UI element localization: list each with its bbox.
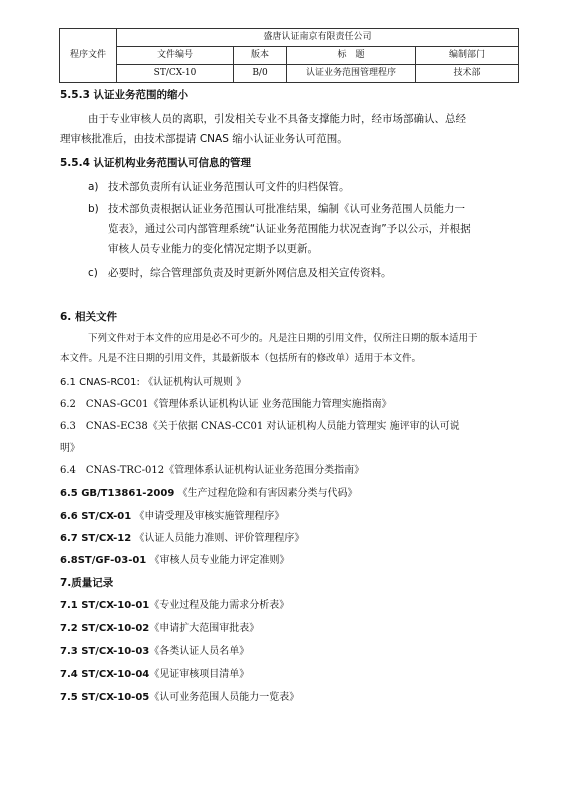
reference-item-continuation — [60, 442, 80, 456]
reference-item — [60, 398, 392, 412]
title-value: 认证业务范围管理程序 — [287, 65, 416, 83]
reference-title: 明》 — [60, 443, 80, 454]
record-item — [60, 668, 249, 682]
section-6-intro-line: 本文件。凡是不注日期的引用文件，其最新版本（包括所有的修改单）适用于本文件。 — [60, 353, 422, 364]
col-label-title: 标 题 — [287, 47, 416, 65]
record-title: 《认可业务范围人员能力一览表》 — [149, 692, 300, 703]
company-name: 盛唐认证南京有限责任公司 — [117, 29, 519, 47]
record-number: 7.2 ST/CX-10-02 — [60, 623, 150, 634]
section-7-heading: 7.质量记录 — [60, 577, 114, 589]
col-label-version: 版本 — [234, 47, 287, 65]
section-553-heading: 5.5.3 认证业务范围的缩小 — [60, 89, 189, 101]
record-title: 《申请扩大范围审批表》 — [149, 623, 260, 634]
record-number: 7.3 ST/CX-10-03 — [60, 646, 150, 657]
record-title: 《专业过程及能力需求分析表》 — [149, 600, 290, 611]
document-header-table — [59, 28, 519, 83]
reference-number: 6.3 CNAS-EC38 — [60, 421, 148, 432]
reference-item — [60, 554, 289, 568]
reference-item — [60, 487, 357, 501]
reference-item — [60, 510, 284, 524]
record-item — [60, 645, 249, 659]
list-item-text: 必要时，综合管理部负责及时更新外网信息及相关宣传资料。 — [108, 267, 392, 279]
record-item — [60, 599, 289, 613]
reference-number: 6.1 CNAS-RC01: — [60, 377, 140, 388]
section-554-heading: 5.5.4 认证机构业务范围认可信息的管理 — [60, 157, 252, 169]
reference-title: 《申请受理及审核实施管理程序》 — [134, 511, 285, 522]
section-553-line: 理审核批准后，由技术部提请 CNAS 缩小认证业务认可范围。 — [60, 133, 348, 145]
section-553-line: 由于专业审核人员的离职，引发相关专业不具备支撑能力时，经市场部确认、总经 — [88, 113, 466, 125]
list-marker: a) — [88, 181, 99, 193]
section-6-intro-line: 下列文件对于本文件的应用是必不可少的。凡是注日期的引用文件，仅所注日期的版本适用于 — [88, 333, 478, 344]
version-value: B/0 — [234, 65, 287, 83]
col-label-doc-number: 文件编号 — [117, 47, 234, 65]
record-number: 7.4 ST/CX-10-04 — [60, 669, 150, 680]
reference-title: 《认证机构认可规则 》 — [143, 377, 247, 388]
list-item-text: 技术部负责所有认证业务范围认可文件的归档保管。 — [108, 181, 350, 193]
reference-item — [60, 420, 460, 434]
list-item-text: 技术部负责根据认证业务范围认可批准结果，编制《认可业务范围人员能力一 — [108, 203, 465, 215]
reference-number: 6.5 GB/T13861-2009 — [60, 488, 175, 499]
reference-item — [60, 464, 364, 478]
list-item-text: 览表》，通过公司内部管理系统“认证业务范围能力状况查询”予以公示，并根据 — [108, 223, 471, 235]
reference-number: 6.8ST/GF-03-01 — [60, 555, 147, 566]
reference-title: 《管理体系认证机构认证 业务范围能力管理实施指南》 — [148, 399, 392, 410]
reference-title: 《审核人员专业能力评定准则》 — [149, 555, 290, 566]
department-value: 技术部 — [416, 65, 519, 83]
record-number: 7.5 ST/CX-10-05 — [60, 692, 150, 703]
reference-item — [60, 376, 246, 390]
list-marker: b) — [88, 203, 99, 215]
doc-number-value: ST/CX-10 — [117, 65, 234, 83]
list-item-text: 审核人员专业能力的变化情况定期予以更新。 — [108, 243, 318, 255]
reference-number: 6.7 ST/CX-12 — [60, 533, 132, 544]
reference-title: 《关于依据 CNAS-CC01 对认证机构人员能力管理实 施评审的认可说 — [147, 421, 460, 432]
doc-type-cell: 程序文件 — [60, 29, 117, 83]
section-6-heading: 6. 相关文件 — [60, 311, 117, 323]
reference-number: 6.2 CNAS-GC01 — [60, 399, 149, 410]
reference-title: 《认证人员能力准则、评价管理程序》 — [134, 533, 305, 544]
reference-title: 《生产过程危险和有害因素分类与代码》 — [177, 488, 358, 499]
reference-number: 6.4 CNAS-TRC-012 — [60, 465, 165, 476]
record-title: 《各类认证人员名单》 — [149, 646, 250, 657]
record-item — [60, 691, 299, 705]
record-item — [60, 622, 259, 636]
col-label-department: 编制部门 — [416, 47, 519, 65]
reference-item — [60, 532, 304, 546]
list-marker: c) — [88, 267, 98, 279]
record-title: 《见证审核项目清单》 — [149, 669, 250, 680]
reference-title: 《管理体系认证机构认证业务范围分类指南》 — [164, 465, 365, 476]
reference-number: 6.6 ST/CX-01 — [60, 511, 132, 522]
record-number: 7.1 ST/CX-10-01 — [60, 600, 150, 611]
